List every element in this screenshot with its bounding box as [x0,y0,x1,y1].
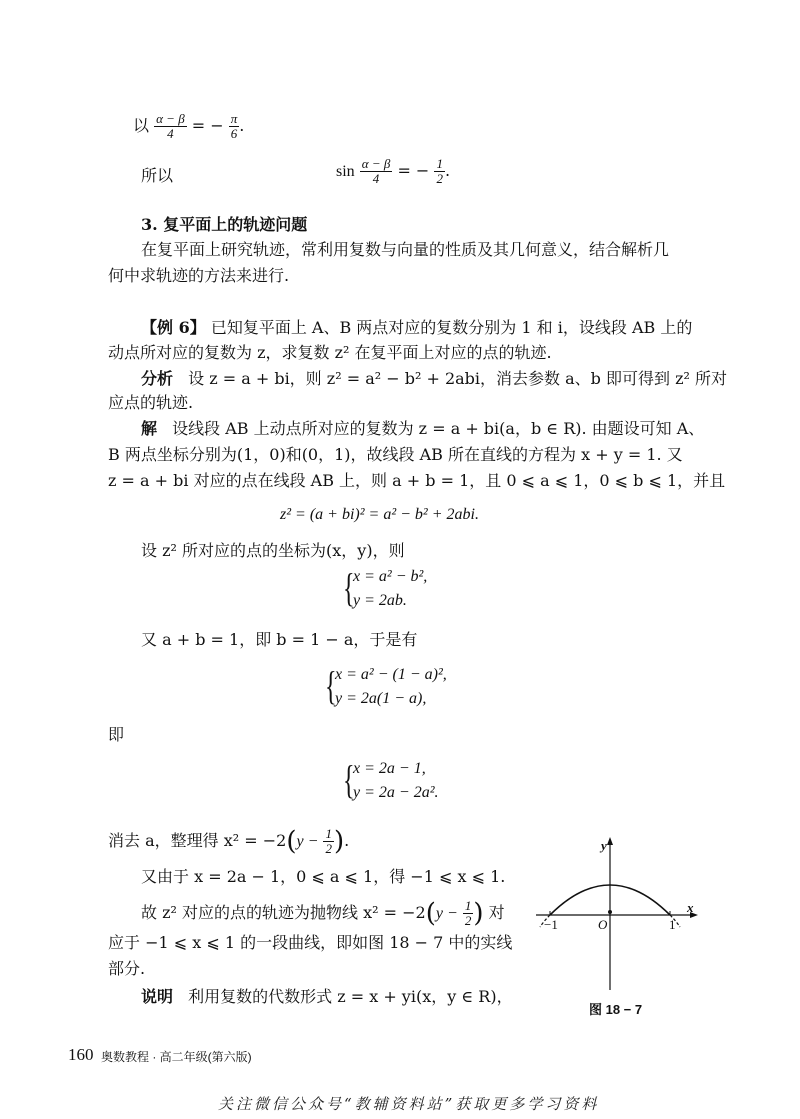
note-label: 说明 [141,987,174,1006]
solution-line: 又由于 x = 2a − 1，0 ⩽ a ⩽ 1，得 −1 ⩽ x ⩽ 1. [141,867,506,886]
solution-line: 又 a + b = 1，即 b = 1 − a，于是有 [141,630,418,649]
equation-system-3: { x = 2a − 1, y = 2a − 2a². [343,757,439,802]
figure-caption: 图 18 − 7 [589,1002,643,1017]
fraction-pi-6: $\frac{\pi}{6}$ [230,111,238,141]
equation-system-1: { x = a² − b², y = 2ab. [343,565,428,610]
example-line: 【例 6】 已知复平面上 A、B 两点对应的复数分别为 1 和 i，设线段 AB 上的 [141,318,693,337]
section-intro-line: 在复平面上研究轨迹，常利用复数与向量的性质及其几何意义，结合解析几 [141,240,670,259]
analysis-label: 分析 [141,369,174,388]
origin-point [608,910,612,914]
solution-line: 设 z² 所对应的点的坐标为(x，y)，则 [141,541,405,560]
fraction-alpha-beta-2: $\frac{\alpha - \beta}{4}$ [361,156,391,186]
equation-z-squared: z² = (a + bi)² = a² − b² + 2abi. [280,506,479,523]
formula-line-2: sin $\frac{\alpha - \beta}{4}$ = − $\frac{1}{2}$ . [336,156,451,186]
section-intro-line: 何中求轨迹的方法来进行. [108,266,290,285]
x-axis-label: x [687,900,694,915]
analysis-line: 应点的轨迹. [108,393,194,412]
equation-system-2: { x = a² − (1 − a)², y = 2a(1 − a), [325,663,447,708]
solution-line: 解 设线段 AB 上动点所对应的复数为 z = a + bi(a，b ∈ R). 由题设可知 A、 [141,419,705,438]
fraction-alpha-beta: $\frac{\alpha - \beta}{4}$ [156,111,185,141]
example-tag: 【例 6】 [141,318,206,337]
y-axis-arrow-icon [607,837,613,845]
example-line: 动点所对应的复数为 z，求复数 z² 在复平面上对应的点的轨迹. [108,343,552,362]
brace-symbol: { [343,565,355,610]
solution-line: 即 [108,725,125,744]
solution-line: 部分. [108,959,146,978]
y-axis-label: y [601,838,607,853]
text-prefix: 以 [133,116,150,135]
origin-label: O [598,917,608,932]
tick-label-neg-one: −1 [544,917,558,932]
solution-line: B 两点坐标分别为(1，0)和(0，1)，故线段 AB 所在直线的方程为 x + y = 1. 又 [108,445,683,464]
note-line: 说明 利用复数的代数形式 z = x + yi(x，y ∈ R)， [141,987,513,1006]
solution-line: 故 z² 对应的点的轨迹为抛物线 x² = −2(y − $\frac{1}{2}$ ) 对 [141,898,505,929]
fraction-half: $\frac{1}{2}$ [464,898,472,928]
solution-line: z = a + bi 对应的点在线段 AB 上，则 a + b = 1，且 0 ⩽ a ⩽ 1，0 ⩽ b ⩽ 1，并且 [108,471,726,490]
fraction-half: $\frac{1}{2}$ [436,156,443,186]
tick-label-pos-one: 1 [669,917,676,932]
solution-line: 消去 a，整理得 x² = −2(y − $\frac{1}{2}$ ). [108,826,350,857]
book-title: 奥数教程 · 高二年级(第六版) [101,1050,252,1064]
brace-symbol: { [325,663,337,708]
section-heading: 3. 复平面上的轨迹问题 [141,215,308,234]
page-number: 160 [68,1045,94,1064]
watermark-text: 关注微信公众号“教辅资料站”获取更多学习资料 [218,1095,600,1113]
brace-symbol: { [343,757,355,802]
fraction-half: $\frac{1}{2}$ [325,826,332,856]
parabola-figure [530,835,710,995]
analysis-line: 分析 设 z = a + bi，则 z² = a² − b² + 2abi，消去参数 a、b 即可得到 z² 所对 [141,369,728,388]
solution-label: 解 [141,419,158,438]
formula-line-1: 以 $\frac{\alpha - \beta}{4}$ = − $\frac{\pi}{6}$ . [133,111,245,141]
formula-label-suoyi: 所以 [141,166,174,185]
solution-line: 应于 −1 ⩽ x ⩽ 1 的一段曲线，即如图 18 − 7 中的实线 [108,933,513,952]
